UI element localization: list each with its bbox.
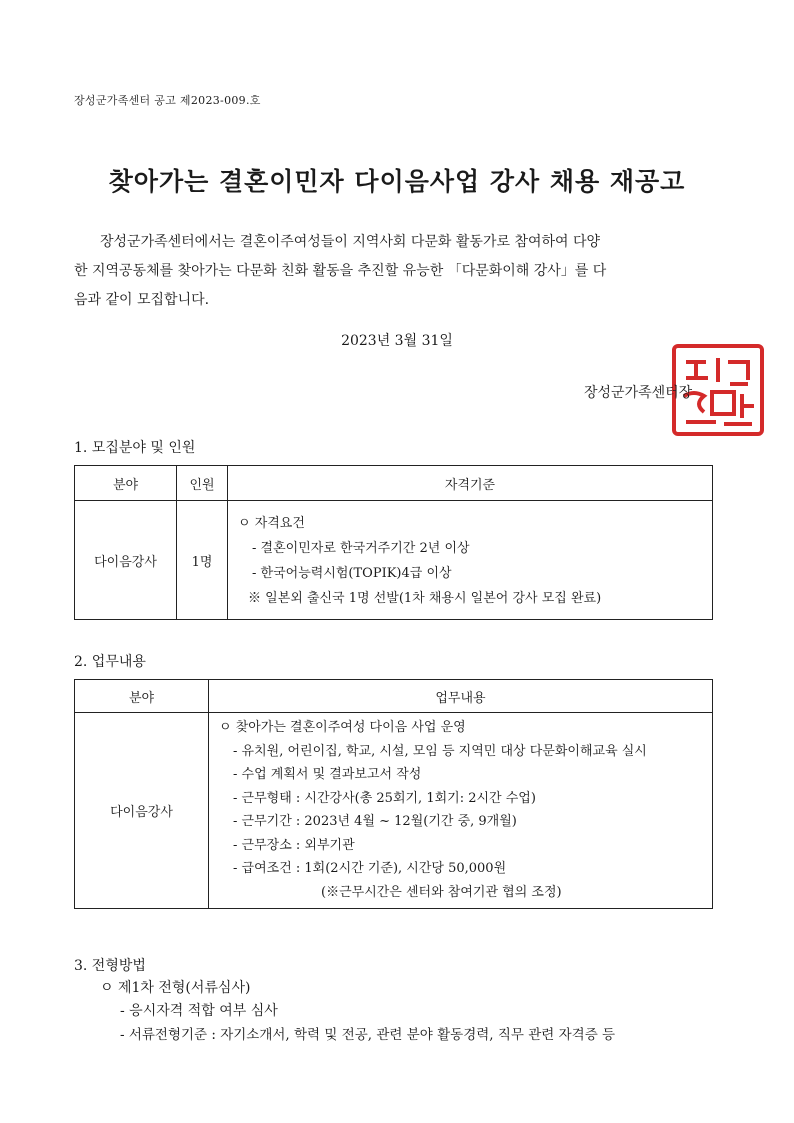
- issuer-name: 장성군가족센터장: [584, 385, 693, 401]
- header-field: 분야: [75, 680, 209, 713]
- section3-title: 3. 전형방법: [74, 958, 146, 974]
- qualification-cell: [228, 501, 713, 620]
- duty-item: - 근무형태 : 시간강사(총 25회기, 1회기: 2시간 수업): [233, 790, 536, 806]
- duty-note: (※근무시간은 센터와 참여기관 협의 조정): [321, 884, 562, 900]
- screening-stage-1: ㅇ 제1차 전형(서류심사): [100, 980, 251, 996]
- notice-number: 장성군가족센터 공고 제2023-009.호: [74, 94, 261, 107]
- duty-item: - 급여조건 : 1회(2시간 기준), 시간당 50,000원: [233, 861, 507, 876]
- requirement-heading: ㅇ 자격요건: [238, 516, 305, 531]
- header-duties: 업무내용: [209, 680, 713, 713]
- header-field: 분야: [75, 466, 177, 501]
- requirement-note: ※ 일본외 출신국 1명 선발(1차 채용시 일본어 강사 모집 완료): [248, 591, 602, 606]
- duty-heading: ㅇ 찾아가는 결혼이주여성 다이음 사업 운영: [219, 720, 466, 735]
- section2-title: 2. 업무내용: [74, 654, 146, 670]
- requirement-item: - 결혼이민자로 한국거주기간 2년 이상: [252, 541, 470, 556]
- field-cell: 다이음강사: [75, 713, 209, 909]
- duty-item: - 근무기간 : 2023년 4월 ~ 12월(기간 중, 9개월): [233, 814, 517, 829]
- header-count: 인원: [177, 466, 228, 501]
- intro-line-1: 장성군가족센터에서는 결혼이주여성들이 지역사회 다문화 활동가로 참여하여 다양: [100, 234, 601, 250]
- intro-line-2: 한 지역공동체를 찾아가는 다문화 친화 활동을 추진할 유능한 「다문화이해 강사」를 다: [74, 263, 607, 279]
- header-qualification: 자격기준: [228, 466, 713, 501]
- duty-item: - 유치원, 어린이집, 학교, 시설, 모임 등 지역민 대상 다문화이해교육 실시: [233, 743, 647, 759]
- recruitment-table: [74, 465, 713, 620]
- duty-item: - 근무장소 : 외부기관: [233, 837, 355, 853]
- requirement-item: - 한국어능력시험(TOPIK)4급 이상: [252, 566, 452, 581]
- duties-table: [74, 679, 713, 909]
- announcement-date: 2023년 3월 31일: [341, 333, 453, 349]
- document-title: 찾아가는 결혼이민자 다이음사업 강사 채용 재공고: [108, 167, 686, 196]
- screening-criteria-item: - 서류전형기준 : 자기소개서, 학력 및 전공, 관련 분야 활동경력, 직무 관련 자격증 등: [120, 1027, 616, 1043]
- duty-item: - 수업 계획서 및 결과보고서 작성: [233, 767, 422, 782]
- count-cell: 1명: [177, 501, 228, 620]
- screening-criteria-item: - 응시자격 적합 여부 심사: [120, 1003, 278, 1019]
- intro-line-3: 음과 같이 모집합니다.: [74, 292, 210, 308]
- section1-title: 1. 모집분야 및 인원: [74, 440, 196, 456]
- duties-cell: [209, 713, 713, 909]
- field-cell: 다이음강사: [75, 501, 177, 620]
- intro-paragraph: [74, 228, 714, 315]
